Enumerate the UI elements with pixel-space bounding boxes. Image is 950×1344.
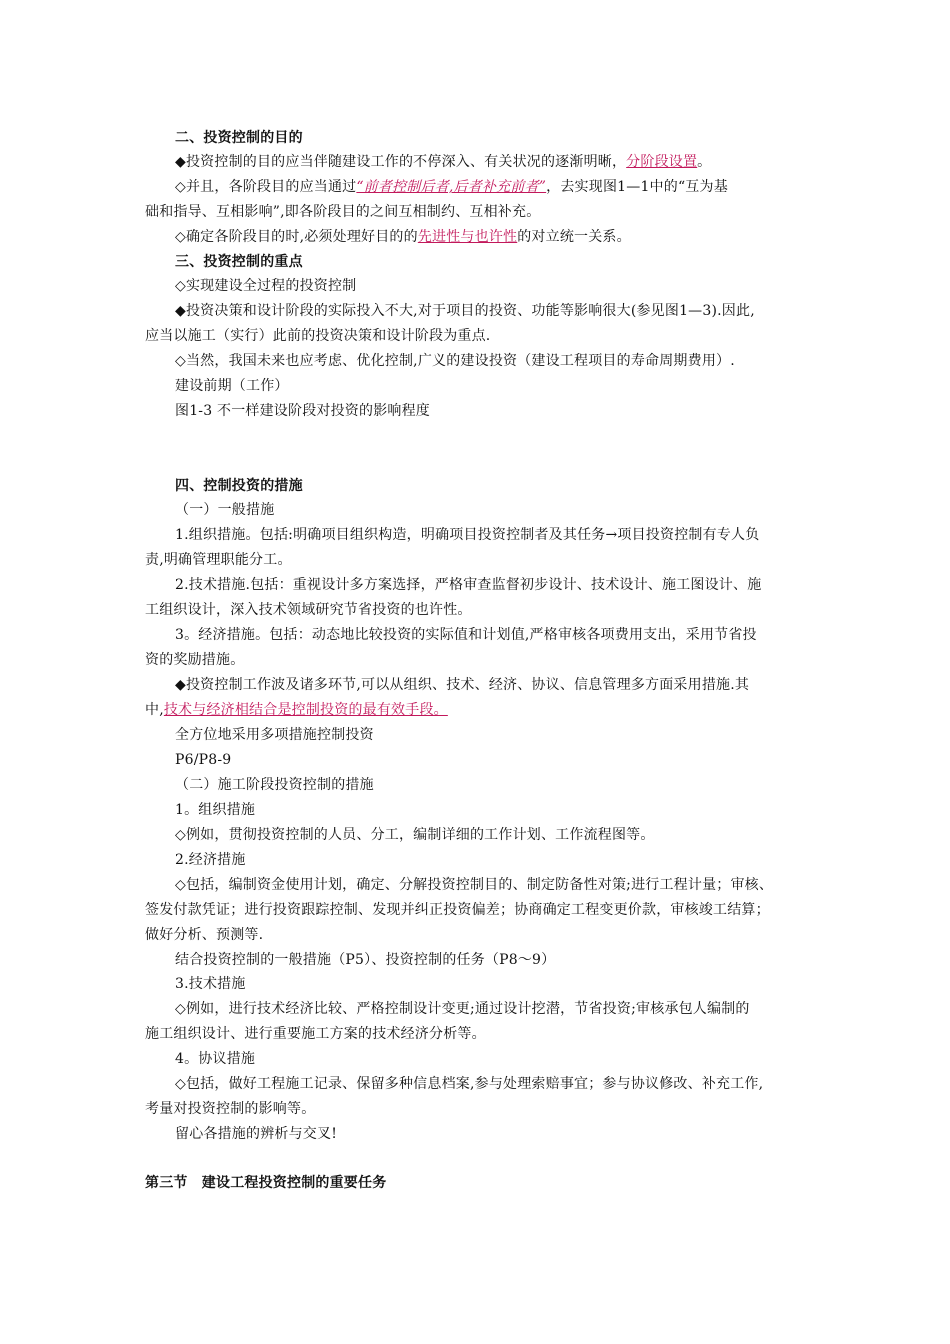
heading-investment-control-focus: 三、投资控制的重点	[175, 254, 303, 270]
highlight-text: 技术与经济相结合是控制投资的最有效手段。	[163, 702, 448, 718]
list-item: 3。经济措施。包括：动态地比较投资的实际值和计划值,严格审核各项费用支出，采用节省投	[175, 627, 757, 643]
list-item: 1.组织措施。包括:明确项目组织构造，明确项目投资控制者及其任务→项目投资控制有专人负	[175, 527, 760, 543]
list-item: 2.技术措施.包括：重视设计多方案选择，严格审查监督初步设计、技术设计、施工图设计、施	[175, 577, 762, 593]
section-heading: 第三节 建设工程投资控制的重要任务	[145, 1175, 387, 1191]
highlight-text: 先进性与也许性	[417, 229, 518, 245]
paragraph: 建设前期（工作）	[175, 378, 289, 394]
paragraph: ◇包括，做好工程施工记录、保留多种信息档案,参与处理索赔事宜；参与协议修改、补充工作,	[175, 1076, 764, 1092]
list-item: 3.技术措施	[175, 976, 246, 992]
paragraph: ◇实现建设全过程的投资控制	[175, 278, 357, 294]
paragraph: ◆投资控制工作波及诸多环节,可以从组织、技术、经济、协议、信息管理多方面采用措施.其	[175, 677, 750, 693]
paragraph: ◇包括，编制资金使用计划，确定、分解投资控制目的、制定防备性对策;进行工程计量；审核、	[175, 877, 774, 893]
heading-investment-control-measures: 四、控制投资的措施	[175, 478, 303, 494]
list-item: 2.经济措施	[175, 852, 246, 868]
list-item-continuation: 责,明确管理职能分工。	[145, 552, 292, 568]
paragraph-continuation: 应当以施工（实行）此前的投资决策和设计阶段为重点.	[145, 328, 491, 344]
paragraph: ◇当然，我国未来也应考虑、优化控制,广义的建设投资（建设工程项目的寿命周期费用）.	[175, 353, 735, 369]
page-reference: P6/P8-9	[175, 752, 232, 768]
highlight-text: “前者控制后者,后者补充前者”	[356, 179, 547, 195]
list-item: 4。协议措施	[175, 1051, 256, 1067]
subheading: （二）施工阶段投资控制的措施	[175, 777, 374, 793]
paragraph: ◇并且，各阶段目的应当通过“前者控制后者,后者补充前者”，去实现图1—1中的“互为基	[175, 179, 728, 195]
paragraph: 留心各措施的辨析与交叉!	[175, 1126, 338, 1142]
paragraph: ◆投资控制的目的应当伴随建设工作的不停深入、有关状况的逐渐明晰，分阶段设置。	[175, 154, 712, 170]
paragraph: ◇确定各阶段目的时,必须处理好目的的先进性与也许性的对立统一关系。	[175, 229, 631, 245]
paragraph-continuation: 础和指导、互相影响”,即各阶段目的之间互相制约、互相补充。	[145, 204, 541, 220]
paragraph: 全方位地采用多项措施控制投资	[175, 727, 374, 743]
paragraph: ◆投资决策和设计阶段的实际投入不大,对于项目的投资、功能等影响很大(参见图1—3).因此,	[175, 303, 755, 319]
heading-investment-control-purpose: 二、投资控制的目的	[175, 130, 303, 146]
paragraph-continuation: 考量对投资控制的影响等。	[145, 1101, 316, 1117]
paragraph-continuation: 签发付款凭证；进行投资跟踪控制、发现并纠正投资偏差；协商确定工程变更价款，审核竣工结算；	[145, 902, 770, 918]
paragraph: ◇例如，贯彻投资控制的人员、分工，编制详细的工作计划、工作流程图等。	[175, 827, 655, 843]
figure-caption: 图1-3 不一样建设阶段对投资的影响程度	[175, 403, 430, 419]
highlight-text: 分阶段设置	[626, 154, 698, 170]
paragraph-continuation: 做好分析、预测等.	[145, 927, 264, 943]
list-item-continuation: 资的奖励措施。	[145, 652, 245, 668]
paragraph-continuation: 中,技术与经济相结合是控制投资的最有效手段。	[145, 702, 448, 718]
paragraph: ◇例如，进行技术经济比较、严格控制设计变更;通过设计挖潜，节省投资;审核承包人编制的	[175, 1001, 750, 1017]
list-item: 1。组织措施	[175, 802, 256, 818]
subheading: （一）一般措施	[175, 502, 275, 518]
list-item-continuation: 工组织设计，深入技术领域研究节省投资的也许性。	[145, 602, 472, 618]
paragraph-continuation: 施工组织设计、进行重要施工方案的技术经济分析等。	[145, 1026, 486, 1042]
paragraph: 结合投资控制的一般措施（P5）、投资控制的任务（P8～9）	[175, 952, 556, 968]
